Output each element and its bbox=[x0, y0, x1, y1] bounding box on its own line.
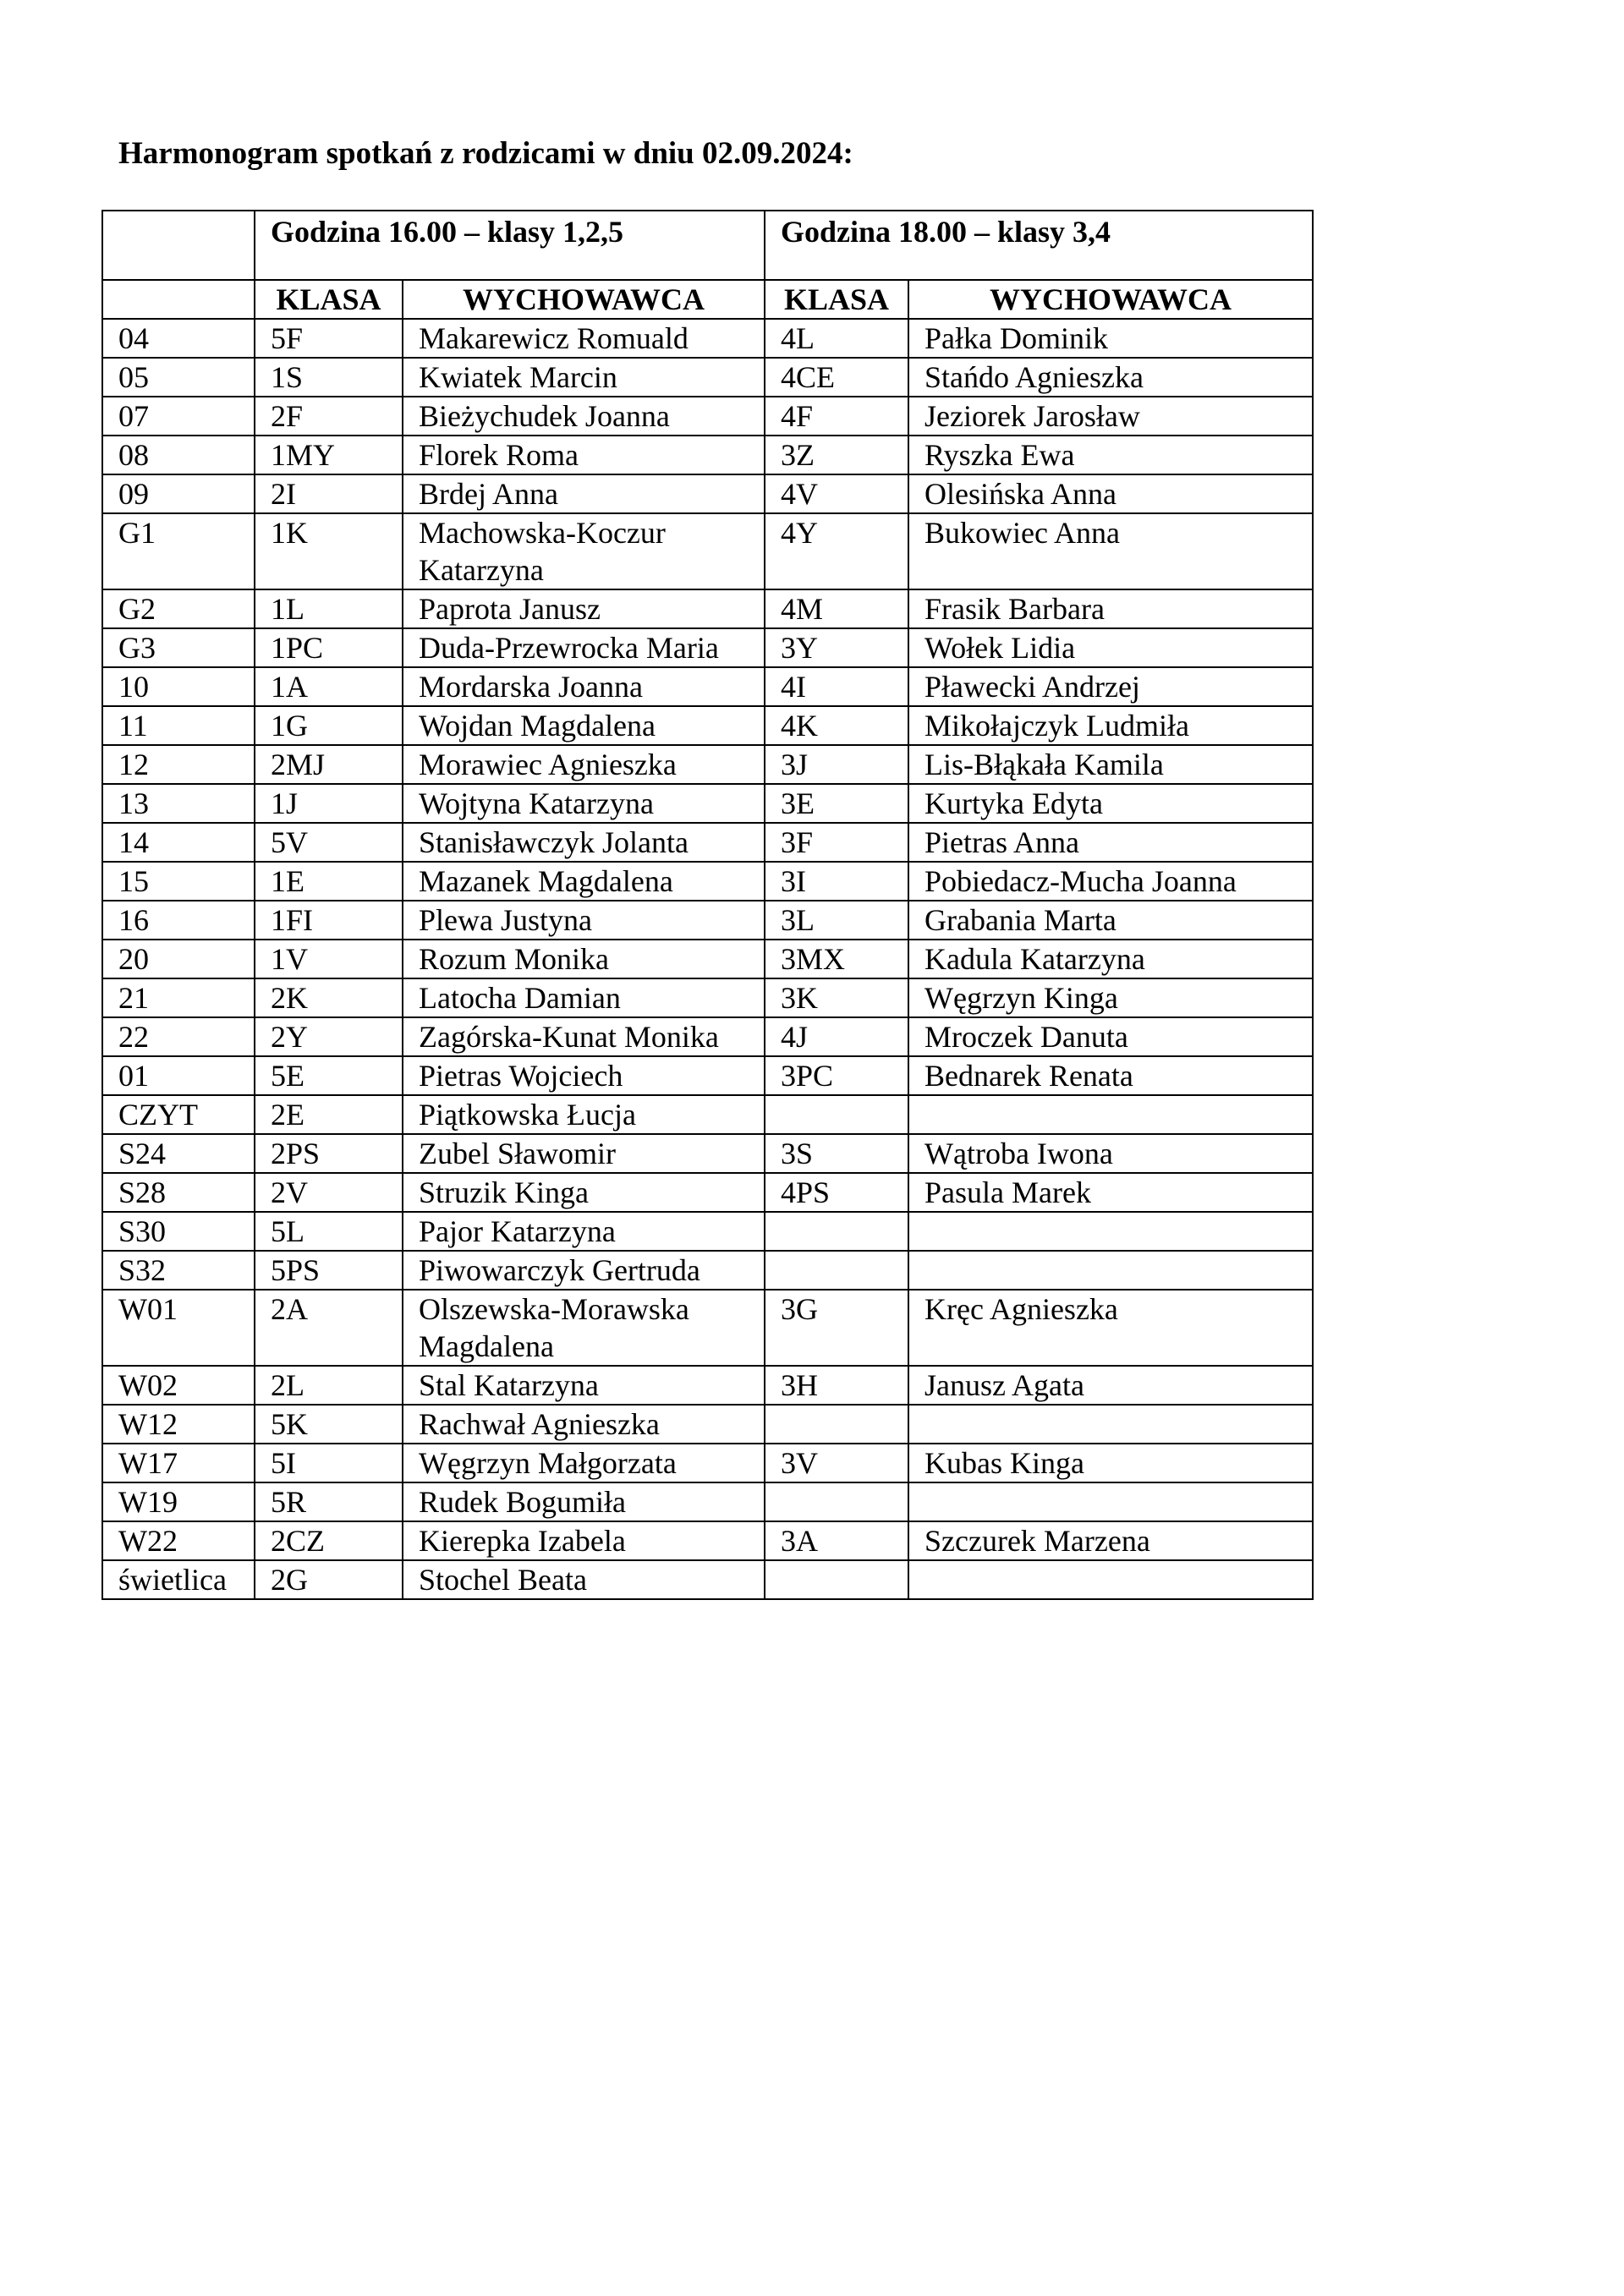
class-1600-cell: 1E bbox=[255, 862, 403, 901]
teacher-1800-cell bbox=[908, 1095, 1313, 1134]
teacher-1600-cell: Mordarska Joanna bbox=[403, 667, 765, 706]
teacher-1600-cell: Florek Roma bbox=[403, 436, 765, 474]
table-row bbox=[102, 745, 1313, 784]
teacher-1800-cell: Lis-Błąkała Kamila bbox=[908, 745, 1313, 784]
class-1600-cell: 2G bbox=[255, 1560, 403, 1599]
teacher-1800-cell: Wątroba Iwona bbox=[908, 1134, 1313, 1173]
table-row bbox=[102, 1482, 1313, 1521]
room-cell: 04 bbox=[102, 319, 255, 358]
table-row bbox=[102, 1056, 1313, 1095]
empty-corner-cell bbox=[102, 211, 255, 280]
teacher-1800-cell: Kadula Katarzyna bbox=[908, 940, 1313, 978]
teacher-1800-cell: Pławecki Andrzej bbox=[908, 667, 1313, 706]
class-1800-cell bbox=[765, 1212, 908, 1251]
class-1600-cell: 2CZ bbox=[255, 1521, 403, 1560]
class-1800-cell: 4PS bbox=[765, 1173, 908, 1212]
room-cell: 11 bbox=[102, 706, 255, 745]
class-1600-cell: 1K bbox=[255, 513, 403, 589]
table-row bbox=[102, 1134, 1313, 1173]
class-1800-cell bbox=[765, 1095, 908, 1134]
room-cell: 07 bbox=[102, 397, 255, 436]
room-cell: W19 bbox=[102, 1482, 255, 1521]
time-slot-row bbox=[102, 211, 1313, 280]
teacher-1600-cell: Morawiec Agnieszka bbox=[403, 745, 765, 784]
room-cell: S32 bbox=[102, 1251, 255, 1290]
header-klasa-1600: KLASA bbox=[255, 280, 403, 319]
class-1600-cell: 2PS bbox=[255, 1134, 403, 1173]
teacher-1600-cell: Piwowarczyk Gertruda bbox=[403, 1251, 765, 1290]
class-1800-cell: 4K bbox=[765, 706, 908, 745]
class-1800-cell: 3MX bbox=[765, 940, 908, 978]
room-cell: 14 bbox=[102, 823, 255, 862]
class-1800-cell bbox=[765, 1482, 908, 1521]
teacher-1800-cell: Stańdo Agnieszka bbox=[908, 358, 1313, 397]
teacher-1600-cell: Stal Katarzyna bbox=[403, 1366, 765, 1405]
teacher-1800-cell: Pobiedacz-Mucha Joanna bbox=[908, 862, 1313, 901]
teacher-1600-cell: Struzik Kinga bbox=[403, 1173, 765, 1212]
class-1600-cell: 2I bbox=[255, 474, 403, 513]
class-1800-cell: 4M bbox=[765, 589, 908, 628]
teacher-1800-cell: Bednarek Renata bbox=[908, 1056, 1313, 1095]
time-slot-1800: Godzina 18.00 – klasy 3,4 bbox=[765, 211, 1313, 280]
class-1600-cell: 2L bbox=[255, 1366, 403, 1405]
class-1600-cell: 2V bbox=[255, 1173, 403, 1212]
teacher-1800-cell: Pietras Anna bbox=[908, 823, 1313, 862]
class-1800-cell: 3H bbox=[765, 1366, 908, 1405]
room-cell: 20 bbox=[102, 940, 255, 978]
table-row bbox=[102, 1017, 1313, 1056]
class-1600-cell: 2MJ bbox=[255, 745, 403, 784]
table-row bbox=[102, 1444, 1313, 1482]
teacher-1800-cell: Wołek Lidia bbox=[908, 628, 1313, 667]
teacher-1600-cell: Zubel Sławomir bbox=[403, 1134, 765, 1173]
teacher-1600-cell: Zagórska-Kunat Monika bbox=[403, 1017, 765, 1056]
class-1600-cell: 1MY bbox=[255, 436, 403, 474]
class-1600-cell: 5R bbox=[255, 1482, 403, 1521]
teacher-1800-cell: Kubas Kinga bbox=[908, 1444, 1313, 1482]
teacher-1800-cell: Jeziorek Jarosław bbox=[908, 397, 1313, 436]
class-1800-cell: 3S bbox=[765, 1134, 908, 1173]
table-row bbox=[102, 1095, 1313, 1134]
table-row bbox=[102, 513, 1313, 589]
class-1800-cell: 3A bbox=[765, 1521, 908, 1560]
teacher-1600-cell: Pajor Katarzyna bbox=[403, 1212, 765, 1251]
teacher-1600-cell: Machowska-Koczur Katarzyna bbox=[403, 513, 765, 589]
column-header-row bbox=[102, 280, 1313, 319]
class-1800-cell: 4J bbox=[765, 1017, 908, 1056]
room-cell: S28 bbox=[102, 1173, 255, 1212]
teacher-1800-cell: Kurtyka Edyta bbox=[908, 784, 1313, 823]
teacher-1800-cell: Bukowiec Anna bbox=[908, 513, 1313, 589]
class-1800-cell: 4CE bbox=[765, 358, 908, 397]
room-cell: 01 bbox=[102, 1056, 255, 1095]
class-1600-cell: 5I bbox=[255, 1444, 403, 1482]
room-cell: W02 bbox=[102, 1366, 255, 1405]
room-cell: świetlica bbox=[102, 1560, 255, 1599]
teacher-1600-cell: Węgrzyn Małgorzata bbox=[403, 1444, 765, 1482]
teacher-1600-cell: Wojtyna Katarzyna bbox=[403, 784, 765, 823]
table-row bbox=[102, 1251, 1313, 1290]
header-klasa-1800: KLASA bbox=[765, 280, 908, 319]
class-1800-cell: 4L bbox=[765, 319, 908, 358]
room-cell: 21 bbox=[102, 978, 255, 1017]
teacher-1600-cell: Bieżychudek Joanna bbox=[403, 397, 765, 436]
teacher-1800-cell: Grabania Marta bbox=[908, 901, 1313, 940]
room-cell: S30 bbox=[102, 1212, 255, 1251]
teacher-1600-cell: Rachwał Agnieszka bbox=[403, 1405, 765, 1444]
teacher-1800-cell: Węgrzyn Kinga bbox=[908, 978, 1313, 1017]
class-1800-cell: 3F bbox=[765, 823, 908, 862]
teacher-1800-cell: Frasik Barbara bbox=[908, 589, 1313, 628]
table-row bbox=[102, 319, 1313, 358]
table-row bbox=[102, 1290, 1313, 1366]
teacher-1600-cell: Latocha Damian bbox=[403, 978, 765, 1017]
class-1800-cell: 3L bbox=[765, 901, 908, 940]
table-row bbox=[102, 862, 1313, 901]
teacher-1800-cell: Szczurek Marzena bbox=[908, 1521, 1313, 1560]
class-1800-cell bbox=[765, 1251, 908, 1290]
class-1600-cell: 1J bbox=[255, 784, 403, 823]
teacher-1600-cell: Makarewicz Romuald bbox=[403, 319, 765, 358]
teacher-1600-cell: Stanisławczyk Jolanta bbox=[403, 823, 765, 862]
class-1600-cell: 2Y bbox=[255, 1017, 403, 1056]
room-cell: 09 bbox=[102, 474, 255, 513]
class-1800-cell: 4I bbox=[765, 667, 908, 706]
class-1800-cell: 3V bbox=[765, 1444, 908, 1482]
teacher-1800-cell: Janusz Agata bbox=[908, 1366, 1313, 1405]
class-1600-cell: 5L bbox=[255, 1212, 403, 1251]
class-1800-cell: 4Y bbox=[765, 513, 908, 589]
teacher-1800-cell: Pałka Dominik bbox=[908, 319, 1313, 358]
class-1800-cell: 3Z bbox=[765, 436, 908, 474]
room-cell: 16 bbox=[102, 901, 255, 940]
class-1600-cell: 1V bbox=[255, 940, 403, 978]
class-1600-cell: 2K bbox=[255, 978, 403, 1017]
table-row bbox=[102, 978, 1313, 1017]
table-row bbox=[102, 901, 1313, 940]
class-1600-cell: 5E bbox=[255, 1056, 403, 1095]
class-1600-cell: 2E bbox=[255, 1095, 403, 1134]
class-1800-cell: 3G bbox=[765, 1290, 908, 1366]
class-1600-cell: 2F bbox=[255, 397, 403, 436]
class-1600-cell: 1G bbox=[255, 706, 403, 745]
table-row bbox=[102, 784, 1313, 823]
teacher-1600-cell: Plewa Justyna bbox=[403, 901, 765, 940]
time-slot-1600: Godzina 16.00 – klasy 1,2,5 bbox=[255, 211, 765, 280]
teacher-1600-cell: Rudek Bogumiła bbox=[403, 1482, 765, 1521]
room-cell: G2 bbox=[102, 589, 255, 628]
table-row bbox=[102, 397, 1313, 436]
teacher-1600-cell: Mazanek Magdalena bbox=[403, 862, 765, 901]
class-1600-cell: 5F bbox=[255, 319, 403, 358]
class-1600-cell: 1FI bbox=[255, 901, 403, 940]
teacher-1600-cell: Wojdan Magdalena bbox=[403, 706, 765, 745]
class-1600-cell: 1A bbox=[255, 667, 403, 706]
room-cell: W22 bbox=[102, 1521, 255, 1560]
table-row bbox=[102, 1366, 1313, 1405]
teacher-1600-cell: Olszewska-Morawska Magdalena bbox=[403, 1290, 765, 1366]
class-1800-cell: 3I bbox=[765, 862, 908, 901]
teacher-1800-cell bbox=[908, 1482, 1313, 1521]
teacher-1600-cell: Pietras Wojciech bbox=[403, 1056, 765, 1095]
header-wychowawca-1600: WYCHOWAWCA bbox=[403, 280, 765, 319]
class-1600-cell: 1L bbox=[255, 589, 403, 628]
teacher-1800-cell bbox=[908, 1251, 1313, 1290]
schedule-table bbox=[102, 210, 1314, 1600]
table-row bbox=[102, 667, 1313, 706]
table-row bbox=[102, 474, 1313, 513]
teacher-1800-cell: Olesińska Anna bbox=[908, 474, 1313, 513]
empty-header-cell bbox=[102, 280, 255, 319]
class-1600-cell: 5K bbox=[255, 1405, 403, 1444]
class-1800-cell: 4V bbox=[765, 474, 908, 513]
room-cell: W12 bbox=[102, 1405, 255, 1444]
teacher-1800-cell bbox=[908, 1560, 1313, 1599]
teacher-1800-cell: Mroczek Danuta bbox=[908, 1017, 1313, 1056]
room-cell: 13 bbox=[102, 784, 255, 823]
teacher-1600-cell: Kwiatek Marcin bbox=[403, 358, 765, 397]
class-1600-cell: 5V bbox=[255, 823, 403, 862]
table-row bbox=[102, 628, 1313, 667]
room-cell: W17 bbox=[102, 1444, 255, 1482]
teacher-1800-cell bbox=[908, 1212, 1313, 1251]
class-1600-cell: 1S bbox=[255, 358, 403, 397]
teacher-1600-cell: Duda-Przewrocka Maria bbox=[403, 628, 765, 667]
room-cell: 15 bbox=[102, 862, 255, 901]
class-1600-cell: 5PS bbox=[255, 1251, 403, 1290]
table-row bbox=[102, 1521, 1313, 1560]
teacher-1600-cell: Stochel Beata bbox=[403, 1560, 765, 1599]
class-1600-cell: 1PC bbox=[255, 628, 403, 667]
teacher-1600-cell: Brdej Anna bbox=[403, 474, 765, 513]
header-wychowawca-1800: WYCHOWAWCA bbox=[908, 280, 1313, 319]
room-cell: G3 bbox=[102, 628, 255, 667]
page-title: Harmonogram spotkań z rodzicami w dniu 02.09.2024: bbox=[118, 136, 853, 171]
room-cell: 05 bbox=[102, 358, 255, 397]
table-row bbox=[102, 706, 1313, 745]
room-cell: 22 bbox=[102, 1017, 255, 1056]
teacher-1600-cell: Kierepka Izabela bbox=[403, 1521, 765, 1560]
teacher-1800-cell bbox=[908, 1405, 1313, 1444]
table-row bbox=[102, 436, 1313, 474]
table-row bbox=[102, 940, 1313, 978]
class-1800-cell: 3Y bbox=[765, 628, 908, 667]
class-1600-cell: 2A bbox=[255, 1290, 403, 1366]
teacher-1600-cell: Paprota Janusz bbox=[403, 589, 765, 628]
teacher-1600-cell: Rozum Monika bbox=[403, 940, 765, 978]
class-1800-cell: 3PC bbox=[765, 1056, 908, 1095]
class-1800-cell: 3K bbox=[765, 978, 908, 1017]
table-row bbox=[102, 1405, 1313, 1444]
table-row bbox=[102, 589, 1313, 628]
room-cell: CZYT bbox=[102, 1095, 255, 1134]
room-cell: G1 bbox=[102, 513, 255, 589]
room-cell: S24 bbox=[102, 1134, 255, 1173]
teacher-1800-cell: Kręc Agnieszka bbox=[908, 1290, 1313, 1366]
teacher-1800-cell: Mikołajczyk Ludmiła bbox=[908, 706, 1313, 745]
class-1800-cell bbox=[765, 1560, 908, 1599]
teacher-1600-cell: Piątkowska Łucja bbox=[403, 1095, 765, 1134]
class-1800-cell: 3E bbox=[765, 784, 908, 823]
class-1800-cell: 3J bbox=[765, 745, 908, 784]
room-cell: 08 bbox=[102, 436, 255, 474]
table-row bbox=[102, 1212, 1313, 1251]
class-1800-cell: 4F bbox=[765, 397, 908, 436]
class-1800-cell bbox=[765, 1405, 908, 1444]
room-cell: 12 bbox=[102, 745, 255, 784]
table-row bbox=[102, 1560, 1313, 1599]
teacher-1800-cell: Pasula Marek bbox=[908, 1173, 1313, 1212]
table-row bbox=[102, 823, 1313, 862]
table-row bbox=[102, 1173, 1313, 1212]
table-row bbox=[102, 358, 1313, 397]
teacher-1800-cell: Ryszka Ewa bbox=[908, 436, 1313, 474]
room-cell: 10 bbox=[102, 667, 255, 706]
room-cell: W01 bbox=[102, 1290, 255, 1366]
